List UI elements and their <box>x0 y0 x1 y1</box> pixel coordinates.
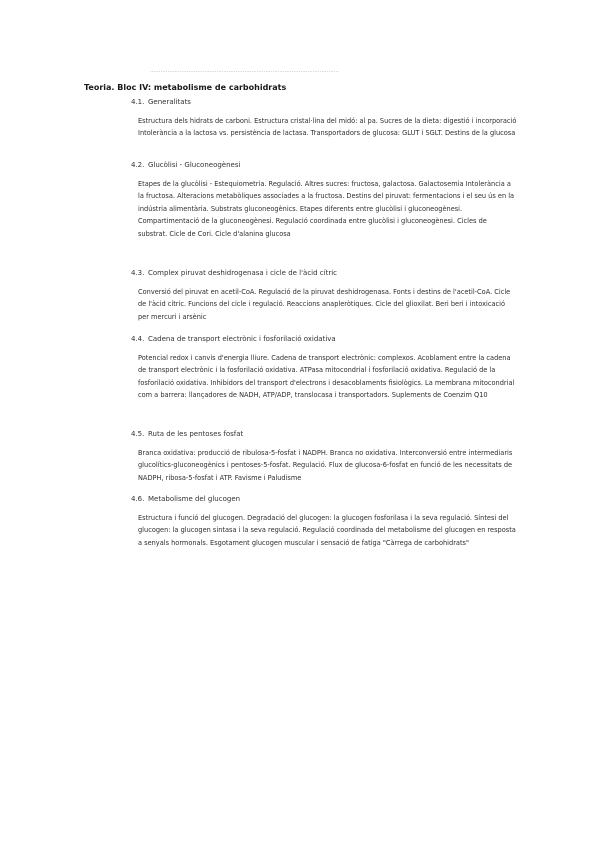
cut-off-text-line: ............................................................................................................ <box>150 68 339 74</box>
section-title <box>131 160 526 170</box>
section-body: Estructura dels hidrats de carboni. Estructura cristal·lina del midó: al pa. Sucres de la dieta: digestió i incorporació Intolerància a la lactosa vs. persistència de lactasa. Transportadors de glucosa: GLUT i SGLT. Destins de la glucosa <box>138 117 517 138</box>
section-title <box>131 268 526 278</box>
section-4-6 <box>131 494 526 549</box>
section-title-text: Complex piruvat deshidrogenasa i cicle de l'àcid cítric <box>148 269 337 277</box>
section-number: 4.5. <box>131 430 145 438</box>
section-4-3 <box>131 268 526 323</box>
section-body: Potencial redox i canvis d'energia lliure. Cadena de transport electrònic: complexos. Acoblament entre la cadena de transport electrònic i la fosforilació oxidativa. ATPasa mitocondrial i fosforilació oxidativa. Regulació de la fosforilació oxidativa. Inhibidors del transport d'electrons i desacoblaments fisiològics. La membrana mitocondrial com a barrera: llançadores de NADH, ATP/ADP, translocasa i transportadors. Suplements de Coenzim Q10 <box>138 354 515 400</box>
section-title <box>131 494 526 504</box>
section-number: 4.3. <box>131 269 145 277</box>
page-heading: Teoria. Bloc IV: metabolisme de carbohidrats <box>84 83 287 92</box>
section-body: Branca oxidativa: producció de ribulosa-5-fosfat i NADPH. Branca no oxidativa. Interconversió entre intermediaris glucolítics-gluconeogènics i pentoses-5-fosfat. Regulació. Flux de glucosa-6-fosfat en funció de les necessitats de NADPH, ribosa-5-fosfat i ATP. Favisme i Paludisme <box>138 449 513 482</box>
section-title-text: Ruta de les pentoses fosfat <box>148 430 244 438</box>
section-4-2 <box>131 160 526 240</box>
section-number: 4.1. <box>131 98 145 106</box>
section-title <box>131 429 526 439</box>
section-title <box>131 334 526 344</box>
section-body: Etapes de la glucòlisi - Estequiometria. Regulació. Altres sucres: fructosa, galactosa. Galactosemia Intolerància a la fructosa. Alteracions metabòliques associades a la fructosa. Destins del piruvat: fermentacions i el seu ús en la indústria alimentària. Substrats gluconeogènics. Etapes diferents entre glucòlisi i gluconeogènesi. Compartimentació de la gluconeogènesi. Regulació coordinada entre glucòlisi i gluconeogènesi. Cicles de substrat. Cicle de Cori. Cicle d'alanina glucosa <box>138 180 515 238</box>
section-title-text: Metabolisme del glucogen <box>148 495 241 503</box>
section-title-text: Glucòlisi - Gluconeogènesi <box>148 161 241 169</box>
section-4-1 <box>131 97 526 140</box>
section-number: 4.4. <box>131 335 145 343</box>
section-body: Conversió del piruvat en acetil-CoA. Regulació de la piruvat deshidrogenasa. Fonts i destins de l'acetil-CoA. Cicle de l'àcid cítric. Funcions del cicle i regulació. Reaccions anapleròtiques. Cicle del glioxilat. Beri beri i intoxicació per mercuri i arsènic <box>138 288 511 321</box>
section-title-text: Generalitats <box>148 98 191 106</box>
section-4-4 <box>131 334 526 402</box>
section-number: 4.2. <box>131 161 145 169</box>
section-4-5 <box>131 429 526 484</box>
section-body: Estructura i funció del glucogen. Degradació del glucogen: la glucogen fosforilasa i la seva regulació. Síntesi del glucogen: la glucogen sintasa i la seva regulació. Regulació coordinada del metabolisme del glucogen en resposta a senyals hormonals. Esgotament glucogen muscular i sensació de fatiga "Càrrega de carbohidrats" <box>138 514 516 547</box>
section-title <box>131 97 526 107</box>
section-number: 4.6. <box>131 495 145 503</box>
section-title-text: Cadena de transport electrònic i fosforilació oxidativa <box>148 335 336 343</box>
